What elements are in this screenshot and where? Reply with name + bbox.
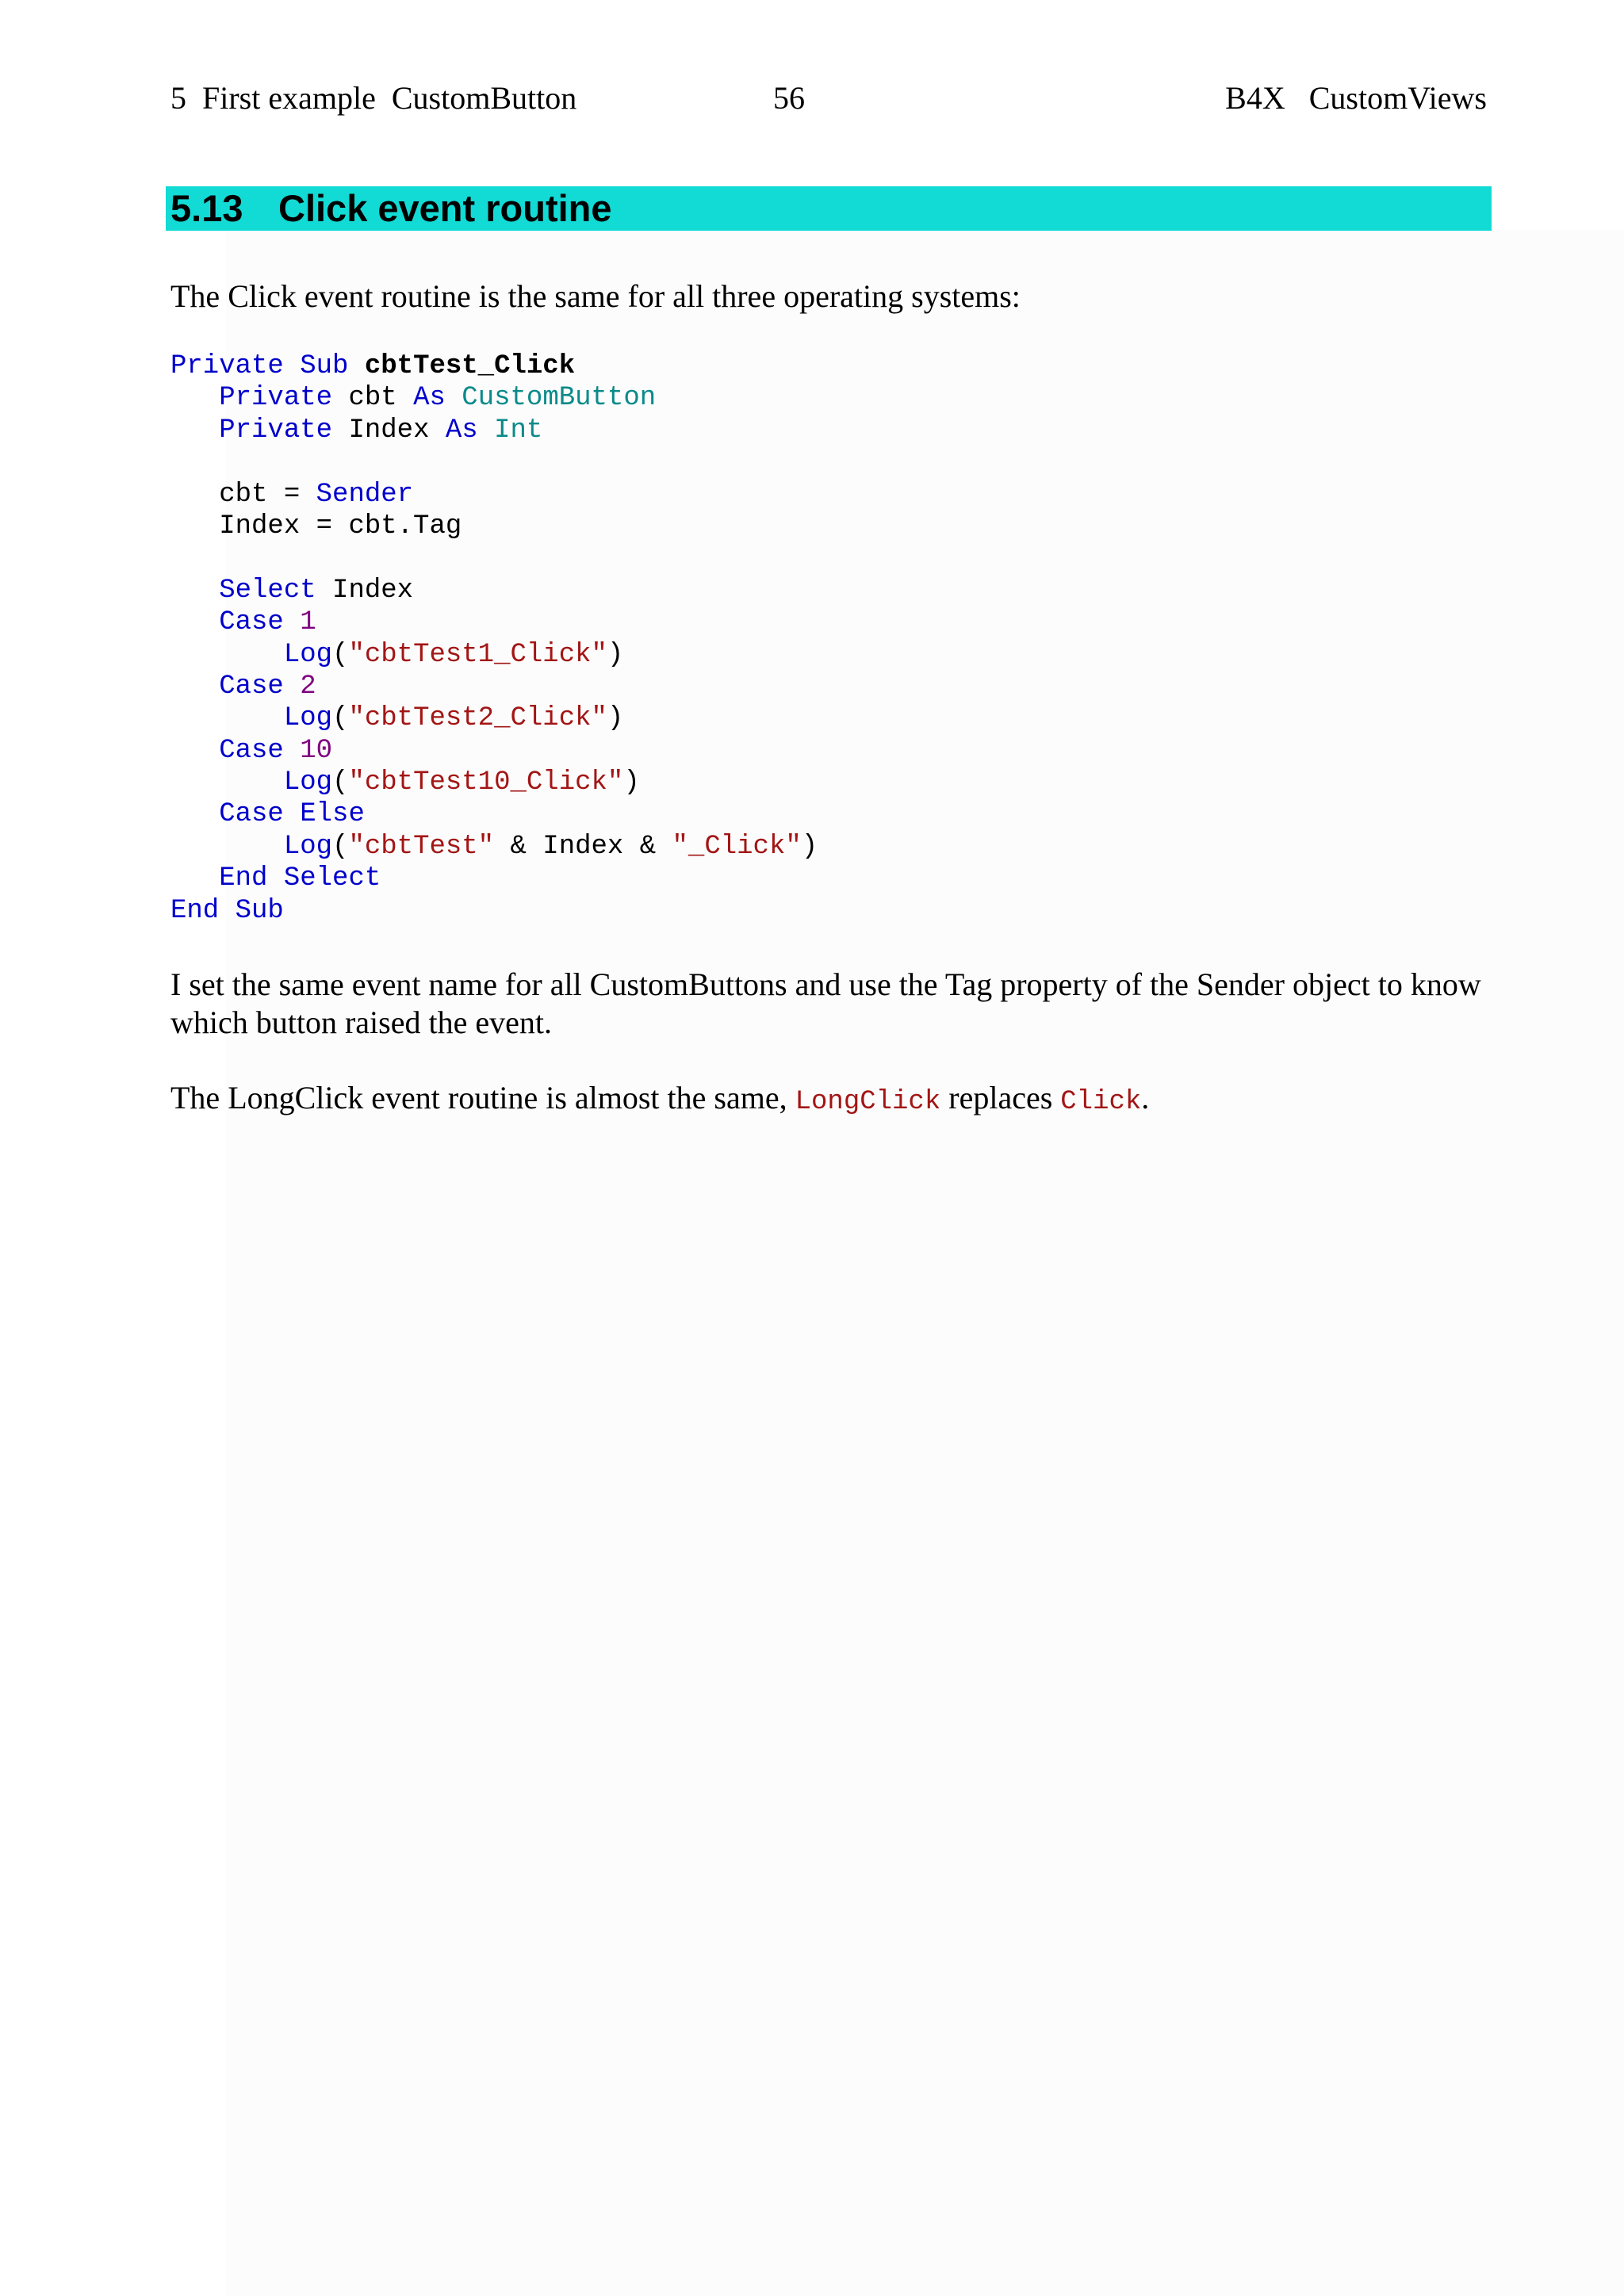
longclick-paragraph: The LongClick event routine is almost the same, LongClick replaces Click. bbox=[170, 1080, 1150, 1117]
code-line: Select Index bbox=[219, 575, 414, 606]
code-line-blank bbox=[170, 446, 1487, 478]
code-line: End Select bbox=[219, 863, 381, 894]
code-line: Case 2 bbox=[219, 671, 316, 702]
code-block bbox=[170, 350, 1487, 927]
header-book-title: B4X CustomViews bbox=[1225, 80, 1487, 116]
code-line: Private cbt As CustomButton bbox=[219, 383, 657, 414]
code-line: End Sub bbox=[170, 895, 284, 926]
code-line: cbt = Sender bbox=[219, 479, 414, 510]
code-line: Case 10 bbox=[219, 735, 333, 766]
code-line: Log("cbtTest2_Click") bbox=[283, 703, 624, 734]
code-line: Log("cbtTest10_Click") bbox=[283, 767, 640, 798]
section-heading bbox=[166, 186, 1492, 231]
header-chapter: 5 First example CustomButton bbox=[170, 80, 577, 116]
code-line: Case 1 bbox=[219, 607, 316, 638]
tag-explanation-paragraph: I set the same event name for all CustomButtons and use the Tag property of the Sender object to know which button raised the event. bbox=[170, 966, 1481, 1040]
section-title: Click event routine bbox=[278, 187, 612, 229]
inline-code-longclick: LongClick bbox=[795, 1087, 941, 1117]
page-header bbox=[170, 76, 1487, 121]
inline-code-click: Click bbox=[1060, 1087, 1142, 1117]
code-line: Index = cbt.Tag bbox=[219, 511, 462, 541]
code-line: Log("cbtTest" & Index & "_Click") bbox=[283, 831, 818, 862]
code-line: Log("cbtTest1_Click") bbox=[283, 639, 624, 670]
intro-paragraph: The Click event routine is the same for all three operating systems: bbox=[170, 278, 1021, 314]
page-number: 56 bbox=[773, 80, 805, 116]
code-line-blank bbox=[170, 542, 1487, 574]
section-number: 5.13 bbox=[170, 187, 243, 229]
code-line: Private Index As Int bbox=[219, 415, 543, 446]
code-line: Private Sub cbtTest_Click bbox=[170, 351, 576, 381]
code-line: Case Else bbox=[219, 799, 365, 830]
